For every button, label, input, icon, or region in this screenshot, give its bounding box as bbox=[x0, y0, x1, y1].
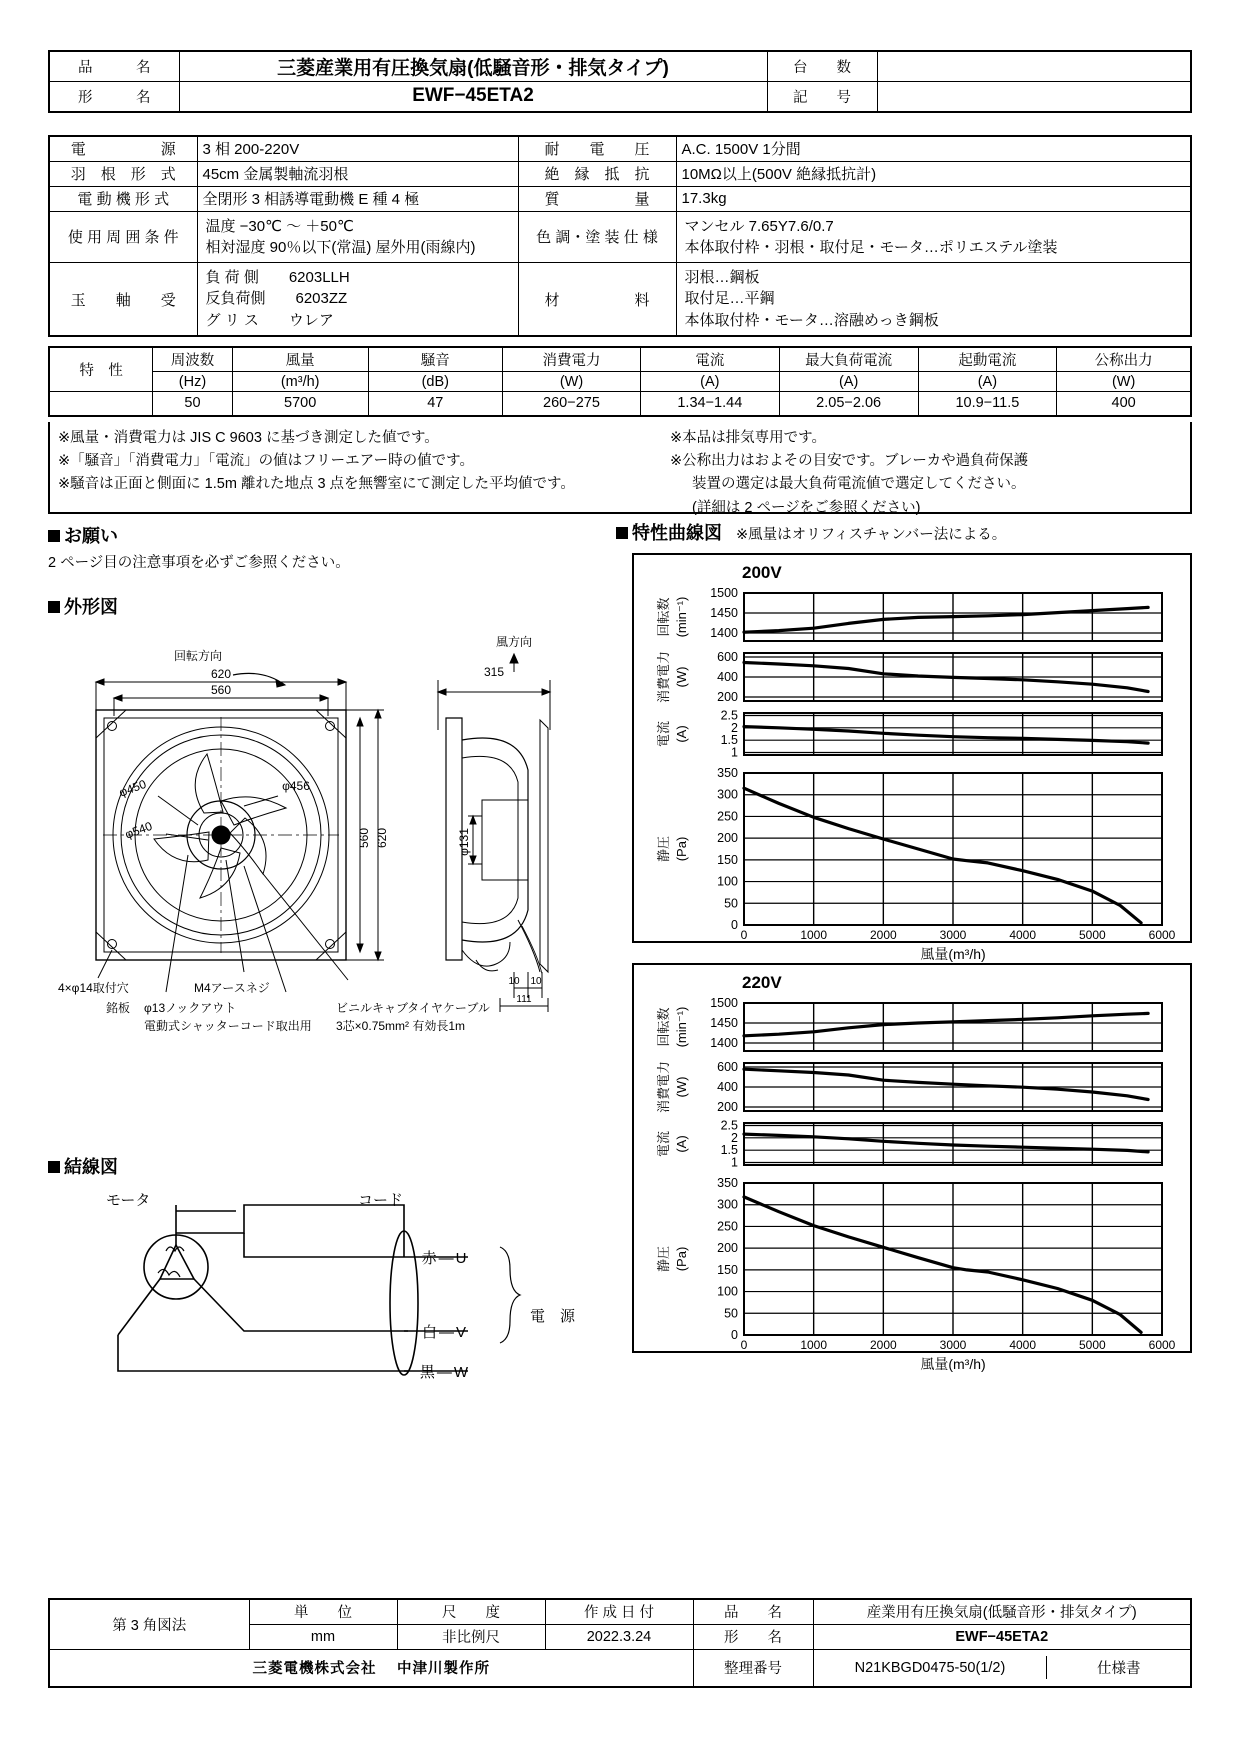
section-heading-wiring bbox=[48, 1153, 118, 1179]
dim-560-right: 560 bbox=[357, 827, 371, 849]
val-airflow: 5700 bbox=[232, 392, 368, 416]
y-axis-unit: (min⁻¹) bbox=[674, 596, 689, 638]
x-tick-label: 0 bbox=[740, 928, 748, 942]
terminal-black-w: 黒 — W bbox=[419, 1364, 469, 1381]
ambient-label: 使 用 周 囲 条 件 bbox=[49, 211, 197, 263]
rotation-direction-label: 回転方向 bbox=[173, 649, 223, 663]
y-tick-label: 2 bbox=[731, 1130, 738, 1145]
dim-131: φ131 bbox=[457, 828, 471, 856]
scale-value: 非比例尺 bbox=[397, 1624, 545, 1649]
y-axis-label: 電流 bbox=[656, 1130, 671, 1158]
characteristics-row-label: 特 性 bbox=[49, 347, 153, 392]
note-freeair: ※「騒音」「消費電力」「電流」の値はフリーエアー時の値です。 bbox=[58, 453, 474, 470]
outline-title: 外形図 bbox=[64, 597, 118, 617]
insulation-label: 絶 縁 抵 抗 bbox=[518, 161, 676, 186]
y-tick-label: 1.5 bbox=[720, 733, 738, 748]
y-tick-label: 0 bbox=[731, 918, 738, 932]
y-tick-label: 50 bbox=[724, 896, 738, 911]
munsell-line: マンセル 7.65Y7.6/0.7 bbox=[684, 217, 834, 235]
footer-pname-label: 品 名 bbox=[693, 1599, 813, 1624]
col-airflow-unit: (m³/h) bbox=[232, 372, 368, 392]
x-tick-label: 0 bbox=[740, 1338, 748, 1352]
footer-pname-value: 産業用有圧換気扇(低騒音形・排気タイプ) bbox=[813, 1599, 1191, 1624]
callout-knockout-use: 電動式シャッターコード取出用 bbox=[144, 1019, 312, 1033]
spec-row bbox=[49, 136, 1191, 161]
col-startcurrent-name: 起動電流 bbox=[918, 347, 1057, 372]
note-output-guide: ※公称出力はおよその目安です。ブレーカや過負荷保護 bbox=[670, 453, 1029, 470]
color-spec-value bbox=[676, 211, 1191, 263]
curve-panel-200v bbox=[632, 553, 1192, 962]
product-name-value: 三菱産業用有圧換気扇(低騒音形・排気タイプ) bbox=[179, 51, 767, 82]
y-axis-label: 回転数 bbox=[656, 1007, 671, 1047]
callout-cable-spec: 3芯×0.75mm² 有効長1m bbox=[336, 1019, 466, 1033]
y-tick-label: 1.5 bbox=[720, 1143, 738, 1158]
quantity-label: 台 数 bbox=[767, 51, 877, 82]
val-current: 1.34−1.44 bbox=[640, 392, 779, 416]
model-name-value: EWF−45ETA2 bbox=[179, 82, 767, 112]
y-axis-unit: (Pa) bbox=[674, 836, 689, 862]
col-frequency-name: 周波数 bbox=[153, 347, 233, 372]
callout-cable: ビニルキャブタイヤケーブル bbox=[336, 1001, 490, 1015]
notes-block bbox=[48, 422, 1192, 514]
dielectric-label: 耐 電 圧 bbox=[518, 136, 676, 161]
dim-450: φ450 bbox=[117, 776, 149, 800]
header-block bbox=[48, 50, 1192, 113]
wiring-diagram-svg bbox=[48, 1185, 608, 1415]
y-tick-label: 1400 bbox=[710, 1036, 738, 1050]
y-axis-unit: (min⁻¹) bbox=[674, 1006, 689, 1048]
dim-315: 315 bbox=[483, 665, 505, 679]
voltage-label-220v: 220V bbox=[742, 973, 782, 992]
y-axis-unit: (A) bbox=[674, 1135, 689, 1153]
date-label: 作 成 日 付 bbox=[545, 1599, 693, 1624]
wind-direction-label: 風方向 bbox=[495, 635, 533, 649]
y-tick-label: 600 bbox=[717, 1060, 738, 1074]
ambient-line-temp: 温度 −30℃ ～ ＋50℃ bbox=[205, 217, 354, 235]
blade-type-value: 45cm 金属製軸流羽根 bbox=[197, 161, 518, 186]
bearing-load-side: 負 荷 側 6203LLH bbox=[205, 269, 350, 287]
mass-value: 17.3kg bbox=[676, 186, 1191, 211]
ambient-line-humidity: 相対湿度 90％以下(常温) 屋外用(雨線内) bbox=[205, 238, 476, 256]
y-tick-label: 300 bbox=[717, 1197, 738, 1212]
curve-title: 特性曲線図 bbox=[632, 523, 722, 543]
docno-value: N21KBGD0475-50(1/2) bbox=[814, 1656, 1047, 1679]
note-jis: ※風量・消費電力は JIS C 9603 に基づき測定した値です。 bbox=[58, 430, 439, 446]
docno-cell bbox=[813, 1649, 1191, 1687]
wiring-title: 結線図 bbox=[64, 1157, 118, 1177]
docno-label: 整理番号 bbox=[693, 1649, 813, 1687]
col-maxload-unit: (A) bbox=[779, 372, 918, 392]
y-tick-label: 100 bbox=[717, 1284, 738, 1299]
insulation-value: 10MΩ以上(500V 絶縁抵抗計) bbox=[676, 161, 1191, 186]
val-maxload: 2.05−2.06 bbox=[779, 392, 918, 416]
characteristics-header-row bbox=[49, 347, 1191, 372]
company-name: 三菱電機株式会社 中津川製作所 bbox=[49, 1649, 693, 1687]
y-tick-label: 400 bbox=[717, 670, 738, 684]
y-tick-label: 200 bbox=[717, 1100, 738, 1114]
x-tick-label: 3000 bbox=[939, 1338, 967, 1352]
y-axis-label: 消費電力 bbox=[656, 1060, 671, 1114]
bullet-square-icon bbox=[616, 527, 628, 539]
callout-earth-screw: M4アースネジ bbox=[194, 981, 270, 995]
spec-row-ambient bbox=[49, 211, 1191, 263]
outline-drawing-svg bbox=[48, 620, 608, 1090]
motor-type-label: 電 動 機 形 式 bbox=[49, 186, 197, 211]
material-label: 材 料 bbox=[518, 263, 676, 336]
x-tick-label: 1000 bbox=[800, 928, 828, 942]
quantity-value[interactable] bbox=[877, 51, 1191, 82]
col-noise-unit: (dB) bbox=[368, 372, 502, 392]
y-tick-label: 250 bbox=[717, 1219, 738, 1234]
bullet-square-icon bbox=[48, 530, 60, 542]
y-tick-label: 250 bbox=[717, 809, 738, 824]
product-name-label: 品 名 bbox=[49, 51, 179, 82]
y-tick-label: 350 bbox=[717, 766, 738, 780]
y-tick-label: 2.5 bbox=[720, 708, 738, 723]
callout-nameplate: 銘板 bbox=[106, 1001, 131, 1015]
y-tick-label: 1400 bbox=[710, 626, 738, 640]
material-frame: 本体取付枠・モータ…溶融めっき鋼板 bbox=[684, 311, 939, 329]
dielectric-value: A.C. 1500V 1分間 bbox=[676, 136, 1191, 161]
footer-mname-value: EWF−45ETA2 bbox=[813, 1624, 1191, 1649]
y-axis-label: 静圧 bbox=[656, 1245, 671, 1273]
y-tick-label: 600 bbox=[717, 650, 738, 664]
x-tick-label: 6000 bbox=[1148, 928, 1176, 942]
footer-row-labels bbox=[49, 1599, 1191, 1624]
bearing-grease: グ リ ス ウレア bbox=[205, 311, 334, 329]
x-tick-label: 5000 bbox=[1078, 928, 1106, 942]
notes-right bbox=[670, 427, 1186, 520]
x-tick-label: 2000 bbox=[869, 928, 897, 942]
power-source-label: 電 源 bbox=[49, 136, 197, 161]
dim-111: 111 bbox=[516, 994, 532, 1005]
y-axis-label: 静圧 bbox=[656, 835, 671, 863]
col-power-name: 消費電力 bbox=[503, 347, 641, 372]
characteristics-unit-row bbox=[49, 372, 1191, 392]
bearing-label: 玉 軸 受 bbox=[49, 263, 197, 336]
y-tick-label: 50 bbox=[724, 1306, 738, 1321]
bullet-square-icon bbox=[48, 601, 60, 613]
footer-mname-label: 形 名 bbox=[693, 1624, 813, 1649]
y-axis-label: 消費電力 bbox=[656, 650, 671, 704]
y-axis-unit: (Pa) bbox=[674, 1246, 689, 1272]
note-noise-measure: ※騒音は正面と側面に 1.5m 離れた地点 3 点を無響室にて測定した平均値です。 bbox=[58, 476, 575, 493]
spec-row bbox=[49, 186, 1191, 211]
characteristic-curve-chart bbox=[634, 581, 1190, 962]
y-tick-label: 2 bbox=[731, 720, 738, 735]
val-noise: 47 bbox=[368, 392, 502, 416]
motor-type-value: 全閉形 3 相誘導電動機 E 種 4 極 bbox=[197, 186, 518, 211]
curve-panel-220v bbox=[632, 963, 1192, 1372]
callout-knockout: φ13ノックアウト bbox=[144, 1001, 237, 1015]
x-tick-label: 6000 bbox=[1148, 1338, 1176, 1352]
cord-label: コード bbox=[358, 1192, 404, 1209]
callout-mount-holes: 4×φ14取付穴 bbox=[58, 981, 129, 995]
dim-560-top: 560 bbox=[210, 683, 232, 697]
color-spec-label: 色 調・塗 装 仕 様 bbox=[518, 211, 676, 263]
y-axis-unit: (A) bbox=[674, 725, 689, 743]
note-page2: (詳細は 2 ページをご参照ください) bbox=[692, 499, 921, 516]
x-tick-label: 4000 bbox=[1009, 928, 1037, 942]
y-tick-label: 100 bbox=[717, 874, 738, 889]
doctype-value: 仕様書 bbox=[1096, 1661, 1141, 1678]
y-tick-label: 400 bbox=[717, 1080, 738, 1094]
col-power-unit: (W) bbox=[503, 372, 641, 392]
y-tick-label: 1 bbox=[731, 1155, 738, 1170]
characteristic-curve-chart bbox=[634, 991, 1190, 1372]
power-source-value: 3 相 200-220V bbox=[197, 136, 518, 161]
dim-10-b: 10 bbox=[530, 976, 542, 987]
characteristics-value-row bbox=[49, 392, 1191, 416]
x-tick-label: 3000 bbox=[939, 928, 967, 942]
terminal-white-v: 白 — V bbox=[421, 1324, 467, 1341]
y-tick-label: 1500 bbox=[710, 586, 738, 600]
coating-line: 本体取付枠・羽根・取付足・モータ…ポリエステル塗装 bbox=[684, 238, 1058, 256]
col-maxload-name: 最大負荷電流 bbox=[779, 347, 918, 372]
footer-row-company bbox=[49, 1649, 1191, 1687]
bearing-value bbox=[197, 263, 518, 336]
footer-title-block bbox=[48, 1598, 1192, 1688]
col-airflow-name: 風量 bbox=[232, 347, 368, 372]
y-tick-label: 1450 bbox=[710, 606, 738, 620]
unit-label: 単 位 bbox=[249, 1599, 397, 1624]
col-current-unit: (A) bbox=[640, 372, 779, 392]
y-tick-label: 1 bbox=[731, 745, 738, 760]
x-tick-label: 5000 bbox=[1078, 1338, 1106, 1352]
val-power: 260−275 bbox=[503, 392, 641, 416]
section-heading-curve bbox=[616, 519, 1006, 545]
section-heading-onegai bbox=[48, 522, 118, 548]
val-output: 400 bbox=[1057, 392, 1191, 416]
voltage-label-200v: 200V bbox=[742, 563, 782, 582]
onegai-title: お願い bbox=[64, 526, 118, 546]
onegai-body-text: 2 ページ目の注意事項を必ずご参照ください。 bbox=[48, 555, 350, 571]
y-tick-label: 150 bbox=[717, 852, 738, 867]
blade-type-label: 羽 根 形 式 bbox=[49, 161, 197, 186]
motor-label: モータ bbox=[106, 1192, 151, 1209]
unit-value: mm bbox=[249, 1624, 397, 1649]
y-tick-label: 150 bbox=[717, 1262, 738, 1277]
col-frequency-unit: (Hz) bbox=[153, 372, 233, 392]
spec-row-bearing bbox=[49, 263, 1191, 336]
scale-label: 尺 度 bbox=[397, 1599, 545, 1624]
material-blade: 羽根…鋼板 bbox=[684, 269, 760, 287]
projection-method: 第 3 角図法 bbox=[49, 1599, 249, 1649]
col-output-name: 公称出力 bbox=[1057, 347, 1191, 372]
val-frequency: 50 bbox=[153, 392, 233, 416]
y-tick-label: 200 bbox=[717, 1241, 738, 1256]
section-heading-outline bbox=[48, 593, 118, 619]
x-axis-label: 風量(m³/h) bbox=[920, 946, 986, 962]
symbol-label: 記 号 bbox=[767, 82, 877, 112]
notes-left bbox=[58, 427, 658, 497]
dim-620-top: 620 bbox=[210, 667, 232, 681]
y-tick-label: 200 bbox=[717, 831, 738, 846]
y-tick-label: 350 bbox=[717, 1176, 738, 1190]
wiring-diagram bbox=[48, 1185, 608, 1415]
bearing-anti-load-side: 反負荷側 6203ZZ bbox=[205, 290, 348, 308]
y-tick-label: 300 bbox=[717, 787, 738, 802]
y-tick-label: 2.5 bbox=[720, 1118, 738, 1133]
dim-540: φ540 bbox=[123, 818, 155, 842]
power-supply-label: 電 源 bbox=[530, 1308, 576, 1325]
y-axis-label: 回転数 bbox=[656, 597, 671, 637]
col-startcurrent-unit: (A) bbox=[918, 372, 1057, 392]
material-foot: 取付足…平鋼 bbox=[684, 290, 775, 308]
bullet-square-icon bbox=[48, 1161, 60, 1173]
x-tick-label: 1000 bbox=[800, 1338, 828, 1352]
terminal-red-u: 赤 — U bbox=[421, 1250, 467, 1267]
val-startcurrent: 10.9−11.5 bbox=[918, 392, 1057, 416]
dim-620-right: 620 bbox=[375, 827, 389, 849]
date-value: 2022.3.24 bbox=[545, 1624, 693, 1649]
y-axis-unit: (W) bbox=[674, 666, 689, 688]
x-tick-label: 2000 bbox=[869, 1338, 897, 1352]
outline-drawing bbox=[48, 620, 608, 1090]
note-exhaust-only: ※本品は排気専用です。 bbox=[670, 430, 826, 446]
mass-label: 質 量 bbox=[518, 186, 676, 211]
characteristics-table bbox=[48, 346, 1192, 417]
col-noise-name: 騒音 bbox=[368, 347, 502, 372]
y-axis-label: 電流 bbox=[656, 720, 671, 748]
note-breaker: 装置の選定は最大負荷電流値で選定してください。 bbox=[692, 476, 1026, 493]
x-tick-label: 4000 bbox=[1009, 1338, 1037, 1352]
spec-row bbox=[49, 161, 1191, 186]
model-name-label: 形 名 bbox=[49, 82, 179, 112]
x-axis-label: 風量(m³/h) bbox=[920, 1356, 986, 1372]
y-tick-label: 200 bbox=[717, 690, 738, 704]
dim-10-a: 10 bbox=[508, 976, 520, 987]
ambient-value bbox=[197, 211, 518, 263]
material-value bbox=[676, 263, 1191, 336]
curve-note: ※風量はオリフィスチャンバー法による。 bbox=[736, 527, 1007, 543]
specification-table bbox=[48, 135, 1192, 337]
y-tick-label: 1500 bbox=[710, 996, 738, 1010]
symbol-value[interactable] bbox=[877, 82, 1191, 112]
y-axis-unit: (W) bbox=[674, 1076, 689, 1098]
y-tick-label: 1450 bbox=[710, 1016, 738, 1030]
col-output-unit: (W) bbox=[1057, 372, 1191, 392]
col-current-name: 電流 bbox=[640, 347, 779, 372]
y-tick-label: 0 bbox=[731, 1328, 738, 1342]
dim-456: φ456 bbox=[282, 779, 310, 793]
